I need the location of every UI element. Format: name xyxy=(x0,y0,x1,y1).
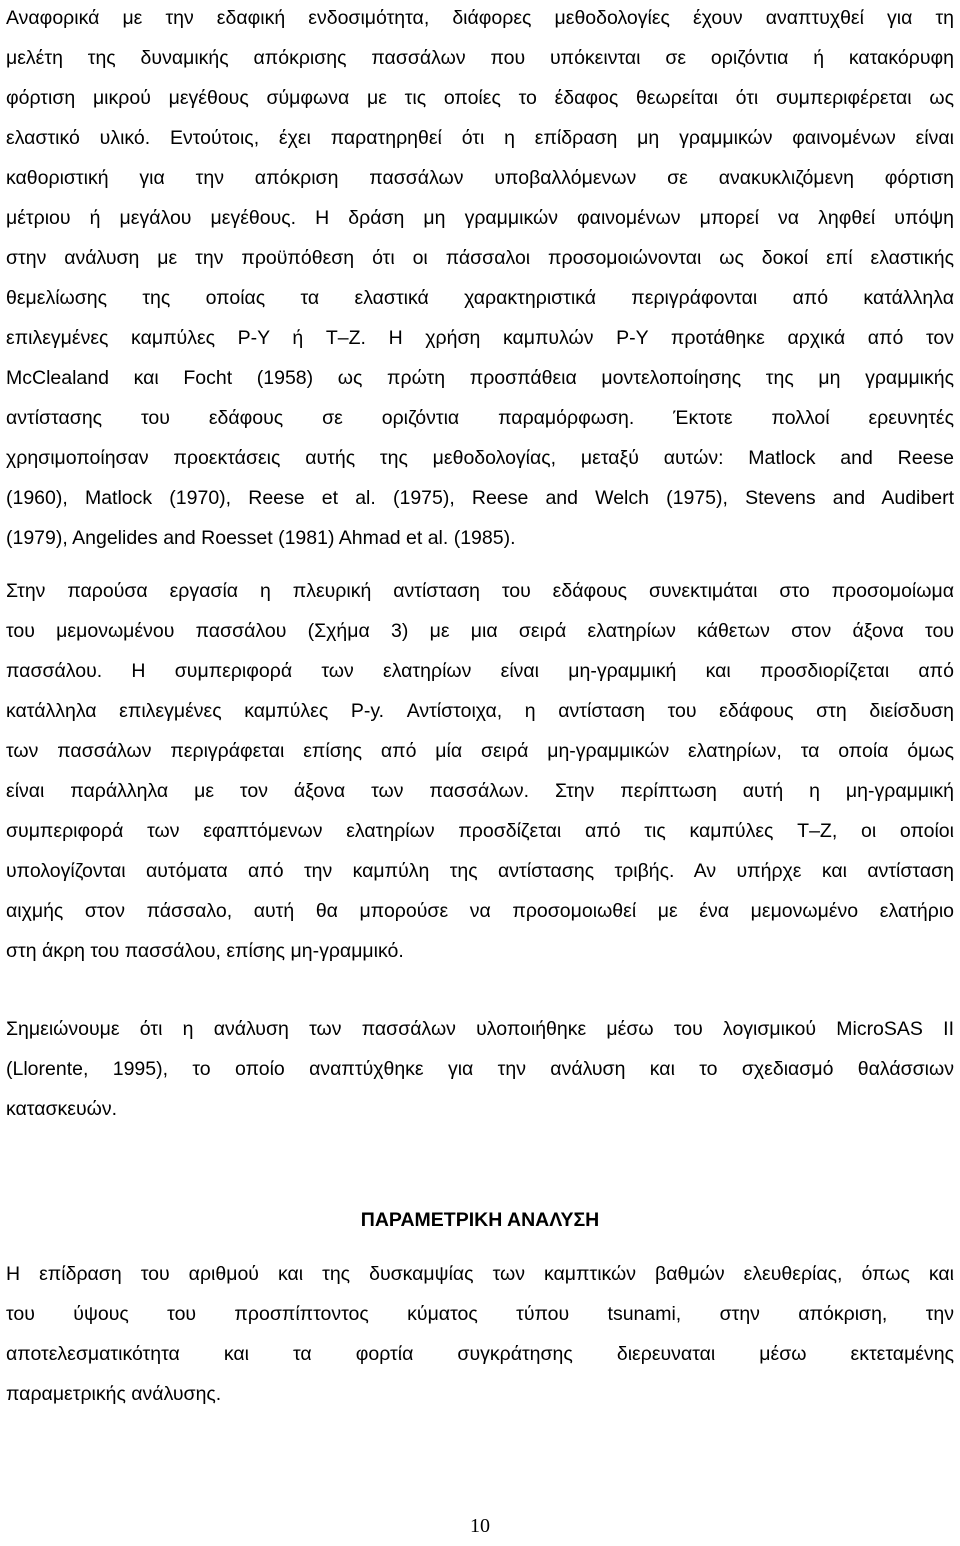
text-line: στην ανάλυση με την προϋπόθεση ότι οι πάσσαλοι προσομοιώνονται ως δοκοί επί ελαστικής xyxy=(6,247,954,269)
text-line: επιλεγμένες καμπύλες P-Y ή T–Z. Η χρήση καμπυλών P-Y προτάθηκε αρχικά από τον xyxy=(6,327,954,349)
text-line: McClealand και Focht (1958) ως πρώτη προσπάθεια μοντελοποίησης της μη γραμμικής xyxy=(6,367,954,389)
text-line: Αναφορικά με την εδαφική ενδοσιμότητα, διάφορες μεθοδολογίες έχουν αναπτυχθεί για τη xyxy=(6,7,954,29)
text-line: (Llorente, 1995), το οποίο αναπτύχθηκε για την ανάλυση και το σχεδιασμό θαλάσσιων xyxy=(6,1058,954,1080)
text-line: είναι παράλληλα με τον άξονα των πασσάλων. Στην περίπτωση αυτή η μη-γραμμική xyxy=(6,780,954,802)
text-line: παραμετρικής ανάλυσης. xyxy=(6,1383,222,1405)
text-line: στη άκρη του πασσάλου, επίσης μη-γραμμικό. xyxy=(6,940,404,962)
text-line: φόρτιση μικρού μεγέθους σύμφωνα με τις οποίες το έδαφος θεωρείται ότι συμπεριφέρεται ως xyxy=(6,87,954,109)
text-line: Σημειώνουμε ότι η ανάλυση των πασσάλων υλοποιήθηκε μέσω του λογισμικού MicroSAS II xyxy=(6,1018,954,1040)
paragraph-software-note xyxy=(6,1009,954,1129)
text-line: χρησιμοποίησαν προεκτάσεις αυτής της μεθοδολογίας, μεταξύ αυτών: Matlock and Reese xyxy=(6,447,954,469)
text-line: μελέτη της δυναμικής απόκρισης πασσάλων που υπόκεινται σε οριζόντια ή κατακόρυφη xyxy=(6,47,954,69)
text-line: αιχμής στον πάσσαλο, αυτή θα μπορούσε να προσομοιωθεί με ένα μεμονωμένο ελατήριο xyxy=(6,900,954,922)
text-line: (1960), Matlock (1970), Reese et al. (1975), Reese and Welch (1975), Stevens and Audibert xyxy=(6,487,954,509)
text-line: συμπεριφορά των εφαπτόμενων ελατηρίων προσδίζεται από τις καμπύλες T–Z, οι οποίοι xyxy=(6,820,954,842)
paragraph-soil-compliance xyxy=(6,0,954,558)
text-line: ελαστικό υλικό. Εντούτοις, έχει παρατηρηθεί ότι η επίδραση μη γραμμικών φαινομένων είναι xyxy=(6,127,954,149)
text-line: μέτριου ή μεγάλου μεγέθους. Η δράση μη γραμμικών φαινομένων μπορεί να ληφθεί υπόψη xyxy=(6,207,954,229)
text-line: καθοριστική για την απόκριση πασσάλων υποβαλλόμενων σε ανακυκλιζόμενη φόρτιση xyxy=(6,167,954,189)
text-line: κατάλληλα επιλεγμένες καμπύλες P-y. Αντίστοιχα, η αντίσταση του εδάφους στη διείσδυση xyxy=(6,700,954,722)
text-line: (1979), Angelides and Roesset (1981) Ahmad et al. (1985). xyxy=(6,527,516,549)
page-number: 10 xyxy=(470,1515,490,1537)
text-line: Στην παρούσα εργασία η πλευρική αντίσταση του εδάφους συνεκτιμάται στο προσομοίωμα xyxy=(6,580,954,602)
text-line: πασσάλου. Η συμπεριφορά των ελατηρίων είναι μη-γραμμική και προσδιορίζεται από xyxy=(6,660,954,682)
section-heading: ΠΑΡΑΜΕΤΡΙΚΗ ΑΝΑΛΥΣΗ xyxy=(360,1209,600,1231)
paragraph-parametric-analysis xyxy=(6,1254,954,1414)
text-line: αποτελεσματικότητα και τα φορτία συγκράτησης διερευναται μέσω εκτεταμένης xyxy=(6,1343,954,1365)
text-line: Η επίδραση του αριθμού και της δυσκαμψίας των καμπτικών βαθμών ελευθερίας, όπως και xyxy=(6,1263,954,1285)
paragraph-lateral-resistance xyxy=(6,571,954,971)
text-line: των πασσάλων περιγράφεται επίσης από μία σειρά μη-γραμμικών ελατηρίων, τα οποία όμως xyxy=(6,740,954,762)
text-line: θεμελίωσης της οποίας τα ελαστικά χαρακτηριστικά περιγράφονται από κατάλληλα xyxy=(6,287,954,309)
text-line: υπολογίζονται αυτόματα από την καμπύλη της αντίστασης τριβής. Αν υπήρχε και αντίσταση xyxy=(6,860,954,882)
text-line: του μεμονωμένου πασσάλου (Σχήμα 3) με μια σειρά ελατηρίων κάθετων στον άξονα του xyxy=(6,620,954,642)
text-line: του ύψους του προσπίπτοντος κύματος τύπου tsunami, στην απόκριση, την xyxy=(6,1303,954,1325)
text-line: κατασκευών. xyxy=(6,1098,118,1120)
text-line: αντίστασης του εδάφους σε οριζόντια παραμόρφωση. Έκτοτε πολλοί ερευνητές xyxy=(6,407,954,429)
